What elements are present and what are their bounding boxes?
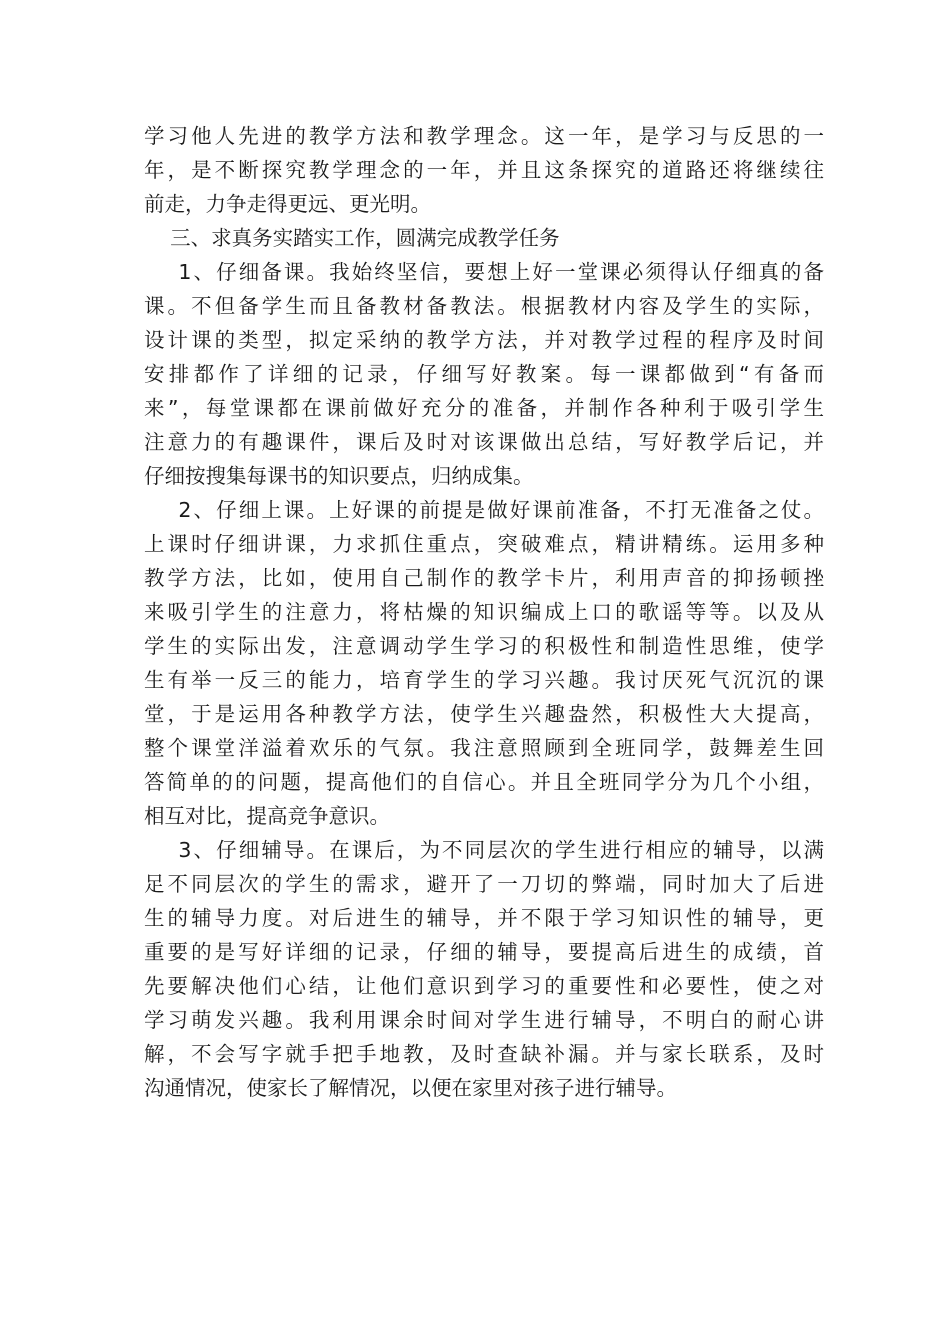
- text-line: 仔细按搜集每课书的知识要点，归纳成集。: [144, 464, 534, 488]
- text-line: 3、仔细辅导。在课后，为不同层次的学生进行相应的辅导，以满: [144, 838, 824, 862]
- text-line: 答简单的的问题，提高他们的自信心。并且全班同学分为几个小组，: [144, 770, 824, 794]
- text-line: 教学方法，比如，使用自己制作的教学卡片，利用声音的抑扬顿挫: [144, 566, 824, 590]
- text-line: 来吸引学生的注意力，将枯燥的知识编成上口的歌谣等等。以及从: [144, 600, 824, 624]
- section-heading: 三、求真务实踏实工作，圆满完成教学任务: [144, 226, 560, 250]
- text-line: 注意力的有趣课件，课后及时对该课做出总结，写好教学后记，并: [144, 430, 824, 454]
- text-line: 上课时仔细讲课，力求抓住重点，突破难点，精讲精练。运用多种: [144, 532, 824, 556]
- text-line: 先要解决他们心结，让他们意识到学习的重要性和必要性，使之对: [144, 974, 824, 998]
- text-line: 生有举一反三的能力，培育学生的学习兴趣。我讨厌死气沉沉的课: [144, 668, 824, 692]
- text-line: 相互对比，提高竞争意识。: [144, 804, 390, 828]
- text-line: 解，不会写字就手把手地教，及时查缺补漏。并与家长联系，及时: [144, 1042, 824, 1066]
- text-line: 安排都作了详细的记录，仔细写好教案。每一课都做到“有备而: [144, 362, 824, 386]
- text-line: 课。不但备学生而且备教材备教法。根据教材内容及学生的实际，: [144, 294, 824, 318]
- text-line: 年，是不断探究教学理念的一年，并且这条探究的道路还将继续往: [144, 158, 824, 182]
- text-line: 生的辅导力度。对后进生的辅导，并不限于学习知识性的辅导，更: [144, 906, 824, 930]
- text-line: 学生的实际出发，注意调动学生学习的积极性和制造性思维，使学: [144, 634, 824, 658]
- text-line: 1、仔细备课。我始终坚信，要想上好一堂课必须得认仔细真的备: [144, 260, 824, 284]
- text-line: 重要的是写好详细的记录，仔细的辅导，要提高后进生的成绩，首: [144, 940, 824, 964]
- text-line: 2、仔细上课。上好课的前提是做好课前准备，不打无准备之仗。: [144, 498, 824, 522]
- text-line: 学习他人先进的教学方法和教学理念。这一年，是学习与反思的一: [144, 124, 824, 148]
- text-line: 沟通情况，使家长了解情况，以便在家里对孩子进行辅导。: [144, 1076, 677, 1100]
- text-line: 来”，每堂课都在课前做好充分的准备，并制作各种利于吸引学生: [144, 396, 824, 420]
- text-line: 堂，于是运用各种教学方法，使学生兴趣盎然，积极性大大提高，: [144, 702, 824, 726]
- text-line: 足不同层次的学生的需求，避开了一刀切的弊端，同时加大了后进: [144, 872, 824, 896]
- text-line: 学习萌发兴趣。我利用课余时间对学生进行辅导，不明白的耐心讲: [144, 1008, 824, 1032]
- text-line: 设计课的类型，拟定采纳的教学方法，并对教学过程的程序及时间: [144, 328, 824, 352]
- text-line: 整个课堂洋溢着欢乐的气氛。我注意照顾到全班同学，鼓舞差生回: [144, 736, 824, 760]
- document-body: [144, 119, 824, 1105]
- text-line: 前走，力争走得更远、更光明。: [144, 192, 431, 216]
